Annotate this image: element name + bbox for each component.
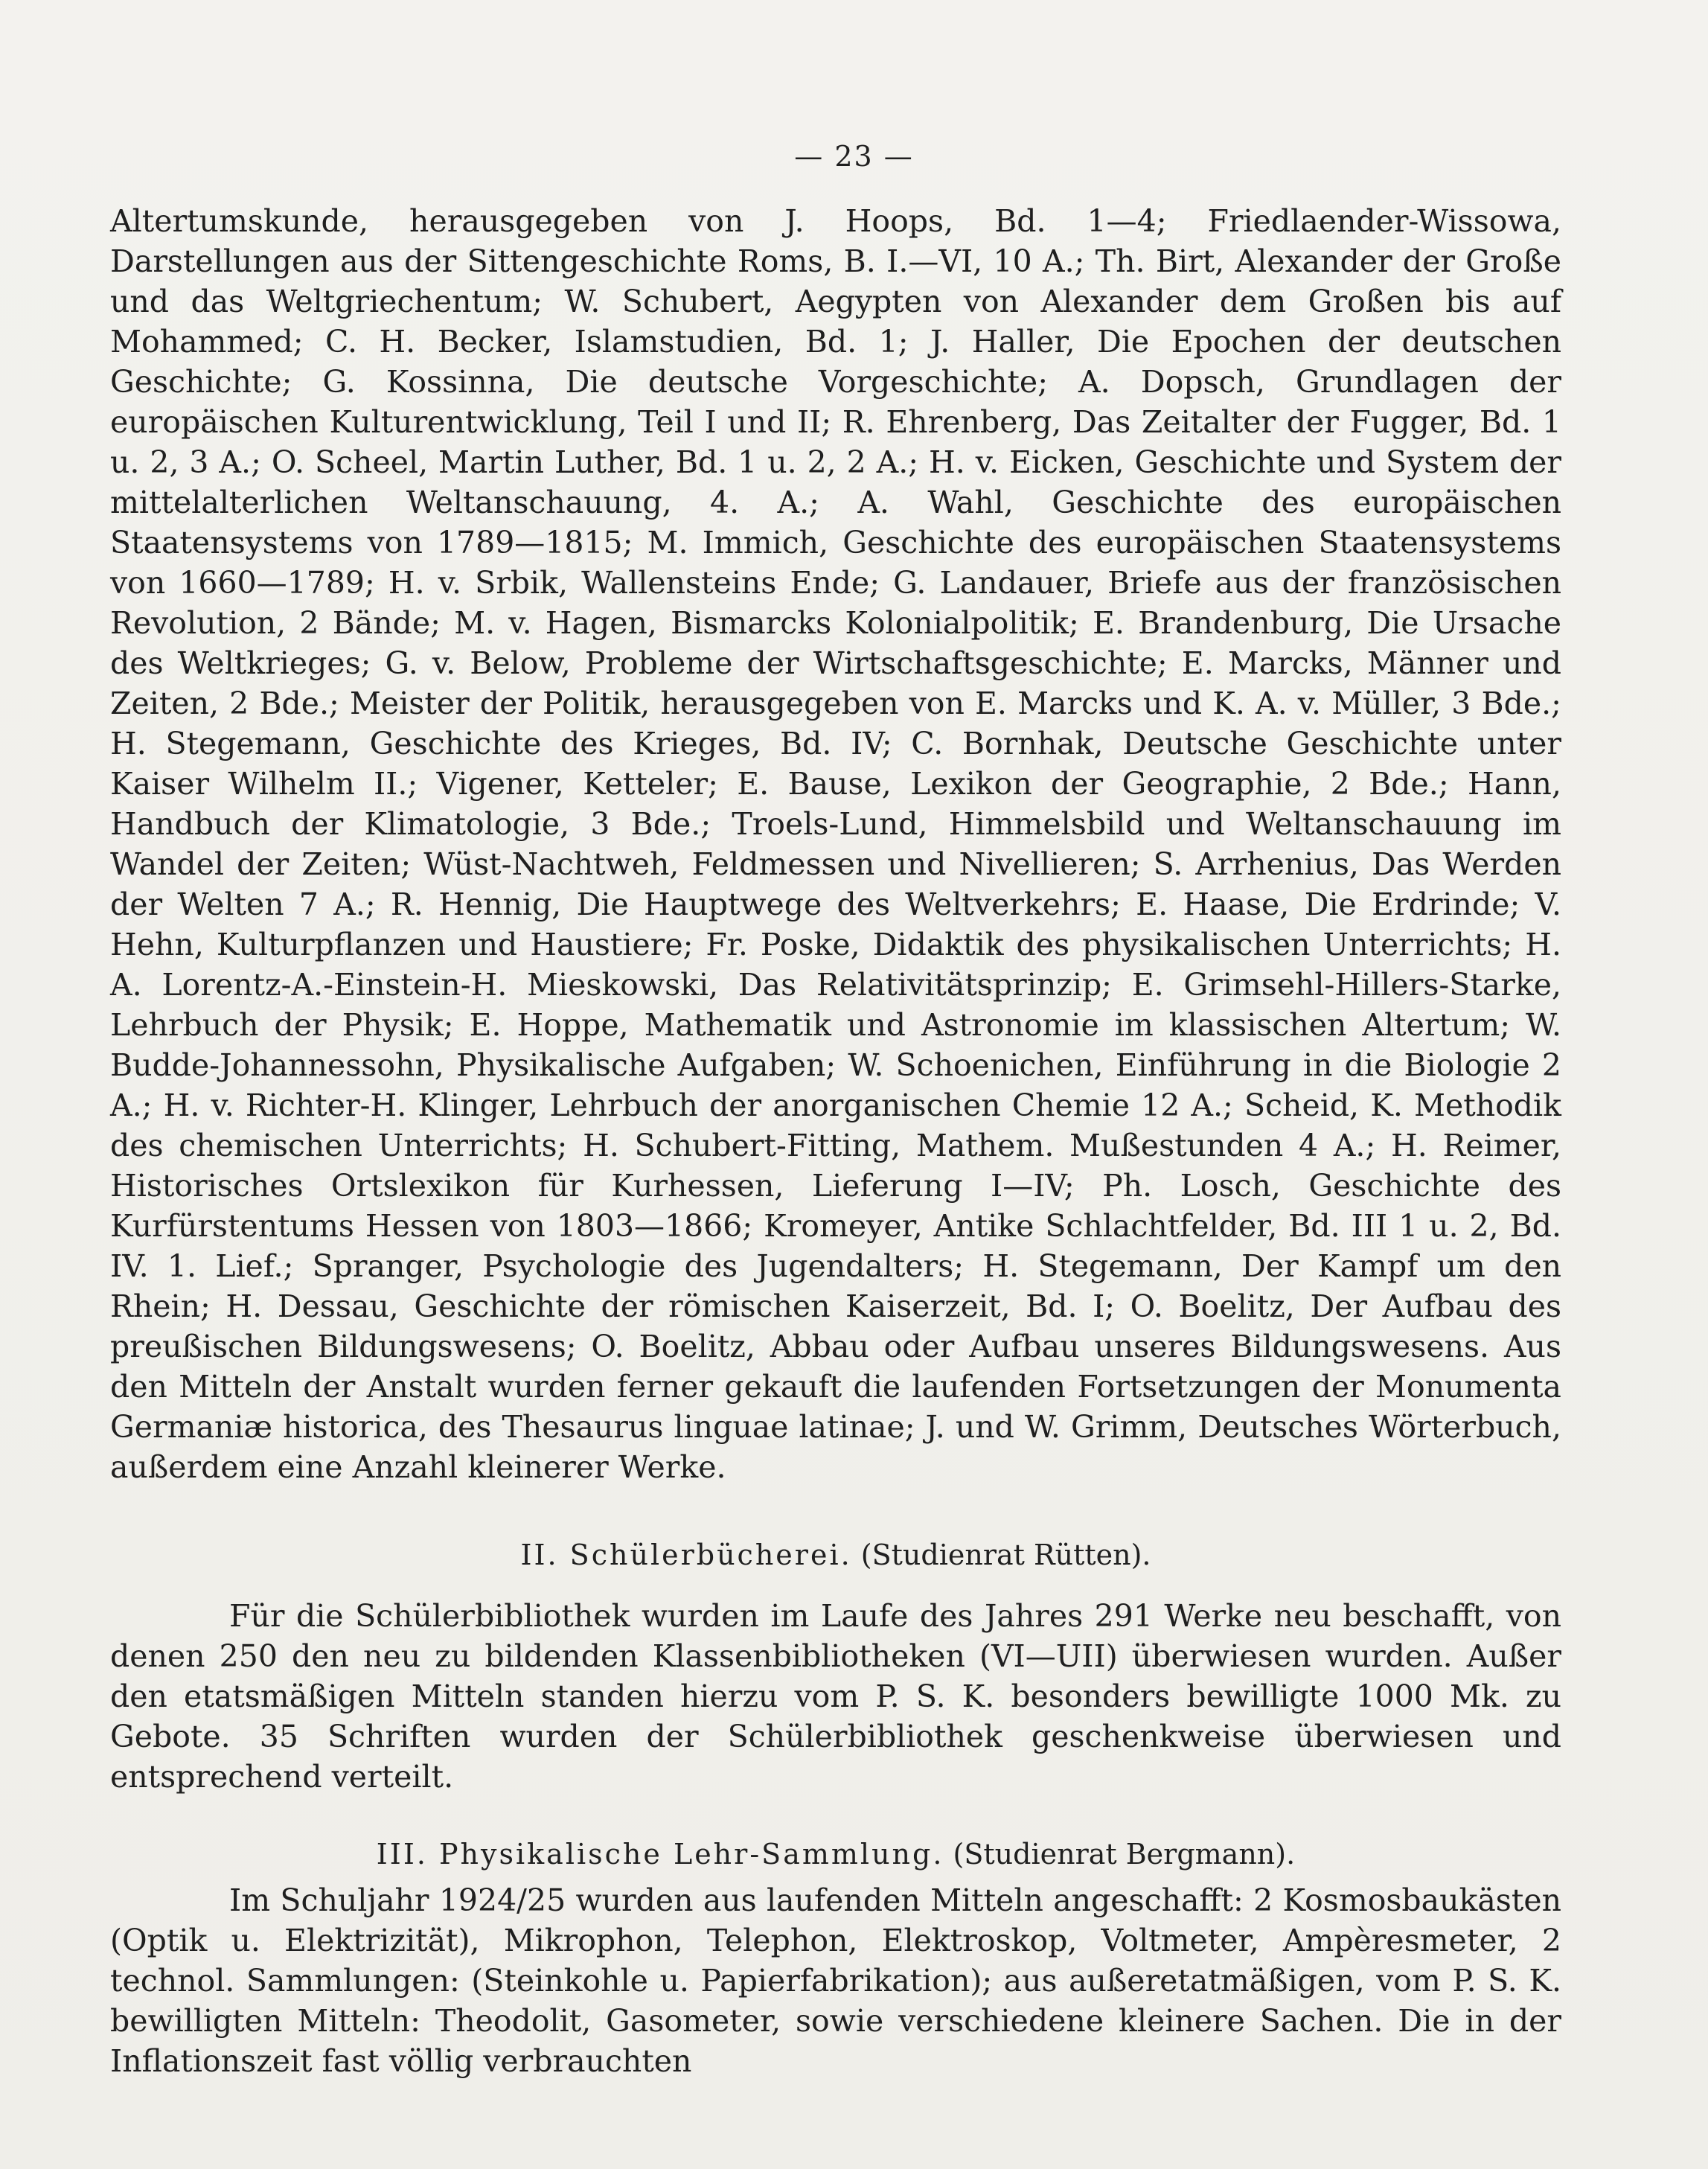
section-heading-physik-sammlung	[110, 1834, 1561, 1874]
section-note: (Studienrat Rütten).	[860, 1539, 1151, 1571]
paragraph-physik-sammlung: Im Schuljahr 1924/25 wurden aus laufenden Mitteln angeschafft: 2 Kosmosbaukästen (Optik u. Elektrizität), Mikrophon, Telephon, Elektroskop, Voltmeter, Ampèresmeter, 2 technol. Sammlungen: (Steinkohle u. Papierfabrikation); aus außeretatmäßigen, vom P. S. K. bewilligten Mitteln: Theodolit, Gasometer, sowie verschiedene kleinere Sachen. Die in der Inflationszeit fast völlig verbrauchten	[110, 1882, 1561, 2079]
section-note: (Studienrat Bergmann).	[953, 1838, 1296, 1871]
section-title: III. Physikalische Lehr-Sammlung.	[376, 1838, 944, 1871]
section-title: II. Schülerbücherei.	[520, 1539, 852, 1571]
paragraph-schuelerbibliothek: Für die Schülerbibliothek wurden im Laufe des Jahres 291 Werke neu beschafft, von denen 250 den neu zu bildenden Klassenbibliotheken (VI—UII) überwiesen wurden. Außer den etatsmäßigen Mitteln standen hierzu vom P. S. K. besonders bewilligte 1000 Mk. zu Gebote. 35 Schriften wurden der Schülerbibliothek geschenkweise überwiesen und entsprechend verteilt.	[110, 1598, 1561, 1795]
page-number: — 23 —	[794, 140, 914, 173]
section-heading-schuelerbuecherei	[110, 1535, 1561, 1575]
paragraph-book-list: Altertumskunde, herausgegeben von J. Hoops, Bd. 1—4; Friedlaender-Wissowa, Darstellungen aus der Sittengeschichte Roms, B. I.—VI, 10 A.; Th. Birt, Alexander der Große und das Weltgriechentum; W. Schubert, Aegypten von Alexander dem Großen bis auf Mohammed; C. H. Becker, Islamstudien, Bd. 1; J. Haller, Die Epochen der deutschen Geschichte; G. Kossinna, Die deutsche Vorgeschichte; A. Dopsch, Grundlagen der europäischen Kulturentwicklung, Teil I und II; R. Ehrenberg, Das Zeitalter der Fugger, Bd. 1 u. 2, 3 A.; O. Scheel, Martin Luther, Bd. 1 u. 2, 2 A.; H. v. Eicken, Geschichte und System der mittelalterlichen Weltanschauung, 4. A.; A. Wahl, Geschichte des europäischen Staatensystems von 1789—1815; M. Immich, Geschichte des europäischen Staatensystems von 1660—1789; H. v. Srbik, Wallensteins Ende; G. Landauer, Briefe aus der französischen Revolution, 2 Bände; M. v. Hagen, Bismarcks Kolonialpolitik; E. Brandenburg, Die Ursache des Weltkrieges; G. v. Below, Probleme der Wirtschaftsgeschichte; E. Marcks, Männer und Zeiten, 2 Bde.; Meister der Politik, herausgegeben von E. Marcks und K. A. v. Müller, 3 Bde.; H. Stegemann, Geschichte des Krieges, Bd. IV; C. Bornhak, Deutsche Geschichte unter Kaiser Wilhelm II.; Vigener, Ketteler; E. Bause, Lexikon der Geographie, 2 Bde.; Hann, Handbuch der Klimatologie, 3 Bde.; Troels-Lund, Himmelsbild und Weltanschauung im Wandel der Zeiten; Wüst-Nachtweh, Feldmessen und Nivellieren; S. Arrhenius, Das Werden der Welten 7 A.; R. Hennig, Die Hauptwege des Weltverkehrs; E. Haase, Die Erdrinde; V. Hehn, Kulturpflanzen und Haustiere; Fr. Poske, Didaktik des physikalischen Unterrichts; H. A. Lorentz-A.-Einstein-H. Mieskowski, Das Relativitätsprinzip; E. Grimsehl-Hillers-Starke, Lehrbuch der Physik; E. Hoppe, Mathematik und Astronomie im klassischen Altertum; W. Budde-Johannessohn, Physikalische Aufgaben; W. Schoenichen, Einführung in die Biologie 2 A.; H. v. Richter-H. Klinger, Lehrbuch der anorganischen Chemie 12 A.; Scheid, K. Methodik des chemischen Unterrichts; H. Schubert-Fitting, Mathem. Mußestunden 4 A.; H. Reimer, Historisches Ortslexikon für Kurhessen, Lieferung I—IV; Ph. Losch, Geschichte des Kurfürstentums Hessen von 1803—1866; Kromeyer, Antike Schlachtfelder, Bd. III 1 u. 2, Bd. IV. 1. Lief.; Spranger, Psychologie des Jugendalters; H. Stegemann, Der Kampf um den Rhein; H. Dessau, Geschichte der römischen Kaiserzeit, Bd. I; O. Boelitz, Der Aufbau des preußischen Bildungswesens; O. Boelitz, Abbau oder Aufbau unseres Bildungswesens. Aus den Mitteln der Anstalt wurden ferner gekauft die laufenden Fortsetzungen der Monumenta Germaniæ historica, des Thesaurus linguae latinae; J. und W. Grimm, Deutsches Wörterbuch, außerdem eine Anzahl kleinerer Werke.	[110, 203, 1561, 1485]
page-content	[110, 201, 1561, 2081]
